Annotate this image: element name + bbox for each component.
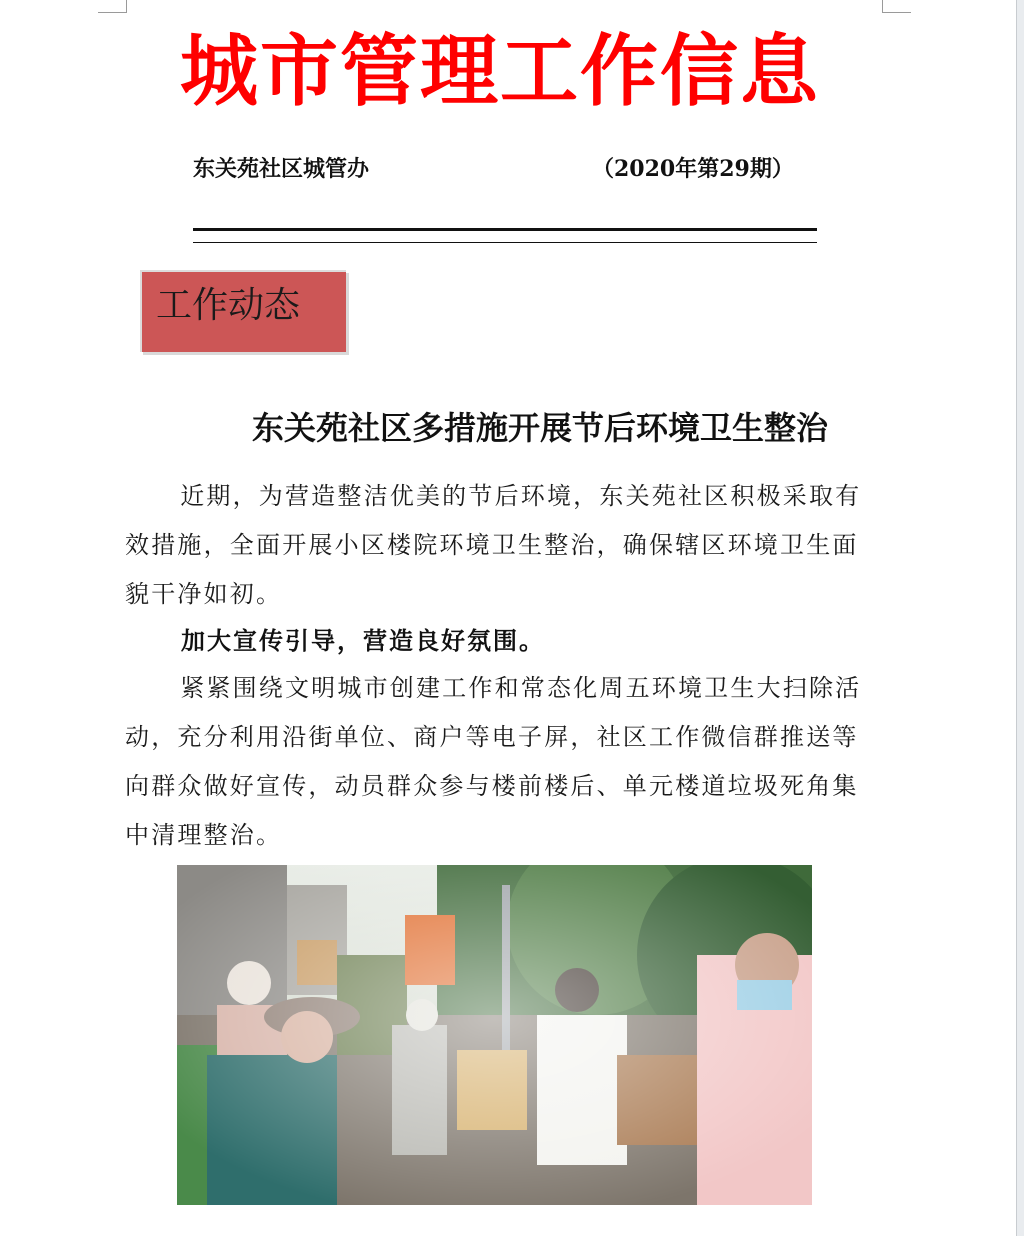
cleanup-photo-illustration bbox=[177, 865, 812, 1205]
page-corner-mark-right bbox=[882, 0, 911, 13]
issue-number: （2020年第29期） bbox=[592, 156, 794, 182]
section-label: 工作动态 bbox=[156, 285, 301, 326]
article-headline: 东关苑社区多措施开展节后环境卫生整治 bbox=[251, 409, 828, 447]
article-paragraph-2: 紧紧围绕文明城市创建工作和常态化周五环境卫生大扫除活动，充分利用沿街单位、商户等电子屏，社区工作微信群推送等向群众做好宣传，动员群众参与楼前楼后、单元楼道垃圾死角集中清理整治。 bbox=[125, 674, 862, 849]
masthead-title: 城市管理工作信息 bbox=[179, 26, 820, 117]
section-label-box bbox=[140, 270, 346, 352]
article-subheading: 加大宣传引导，营造良好氛围。 bbox=[181, 626, 545, 655]
article-photo bbox=[177, 865, 812, 1205]
page-corner-mark-left bbox=[98, 0, 127, 13]
header-rule-thick bbox=[193, 228, 817, 231]
window-edge bbox=[1016, 0, 1024, 1236]
issuer-name: 东关苑社区城管办 bbox=[193, 156, 370, 182]
header-rule-thin bbox=[193, 242, 817, 243]
article-paragraph-1: 近期，为营造整洁优美的节后环境，东关苑社区积极采取有效措施，全面开展小区楼院环境卫生整治，确保辖区环境卫生面貌干净如初。 bbox=[125, 482, 862, 608]
